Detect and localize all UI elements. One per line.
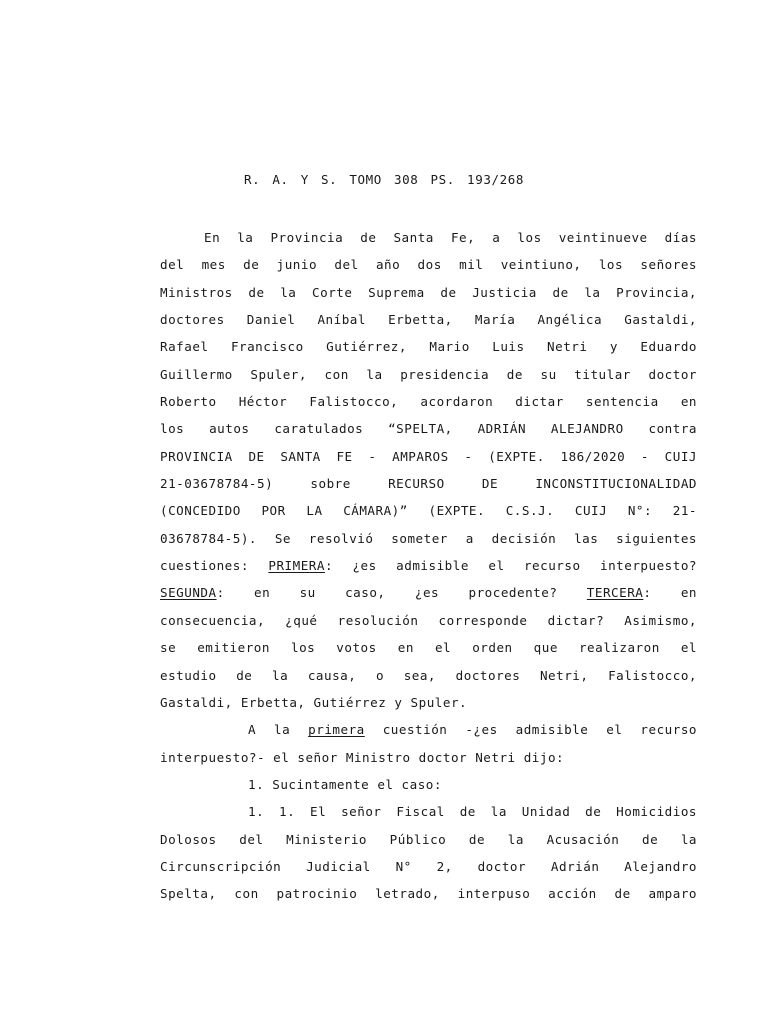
text-line [160, 552, 697, 579]
text-segment: Ministros de la Corte Suprema de Justicia de la Provincia, [160, 284, 697, 300]
underlined-term: TERCERA [586, 585, 644, 601]
text-segment: (CONCEDIDO POR LA CÁMARA)” (EXPTE. C.S.J. CUIJ N°: 21- [160, 503, 697, 519]
text-line [160, 415, 697, 442]
text-segment: : en su caso, ¿es procedente? [216, 585, 587, 601]
document-header: R. A. Y S. TOMO 308 PS. 193/268 [244, 172, 524, 187]
text-segment: Circunscripción Judicial N° 2, doctor Adrián Alejandro [160, 858, 697, 874]
text-line [160, 579, 697, 606]
text-line [160, 662, 697, 689]
text-segment: Rafael Francisco Gutiérrez, Mario Luis Netri y Eduardo [160, 339, 697, 355]
text-segment: PROVINCIA DE SANTA FE - AMPAROS - (EXPTE. 186/2020 - CUIJ [160, 448, 697, 464]
text-segment: Guillermo Spuler, con la presidencia de su titular doctor [160, 366, 697, 382]
text-segment: 21-03678784-5) sobre RECURSO DE INCONSTITUCIONALIDAD [160, 476, 697, 492]
text-segment: los autos caratulados “SPELTA, ADRIÁN ALEJANDRO contra [160, 421, 697, 437]
text-segment: 1. 1. El señor Fiscal de la Unidad de Homicidios [248, 804, 697, 820]
text-segment: se emitieron los votos en el orden que realizaron el [160, 640, 697, 656]
underlined-term: SEGUNDA [160, 585, 217, 601]
text-line [160, 525, 697, 552]
underlined-term: PRIMERA [268, 558, 325, 574]
text-segment: 03678784-5). Se resolvió someter a decisión las siguientes [160, 530, 697, 546]
text-line [160, 497, 697, 524]
text-segment: consecuencia, ¿qué resolución corresponde dictar? Asimismo, [160, 612, 697, 628]
text-segment: Dolosos del Ministerio Público de la Acusación de la [160, 831, 697, 847]
text-segment: Gastaldi, Erbetta, Gutiérrez y Spuler. [160, 694, 468, 710]
text-segment: : en [643, 585, 697, 601]
text-line [160, 880, 697, 907]
text-line [160, 306, 697, 333]
text-line [160, 689, 697, 716]
text-segment: doctores Daniel Aníbal Erbetta, María Angélica Gastaldi, [160, 312, 697, 328]
text-segment: cuestión -¿es admisible el recurso [364, 722, 697, 738]
text-segment: : ¿es admisible el recurso interpuesto? [324, 558, 697, 574]
text-segment: cuestiones: [160, 558, 269, 574]
text-line [160, 826, 697, 853]
text-line [160, 744, 697, 771]
text-line [160, 634, 697, 661]
text-line [160, 443, 697, 470]
text-line [160, 470, 697, 497]
text-line [160, 716, 697, 743]
text-line [160, 279, 697, 306]
text-line [160, 224, 697, 251]
text-segment: interpuesto?- el señor Ministro doctor Netri dijo: [160, 749, 565, 765]
text-line [160, 607, 697, 634]
text-segment: En la Provincia de Santa Fe, a los veintinueve días [204, 230, 697, 245]
text-line [160, 388, 697, 415]
text-line [160, 361, 697, 388]
text-segment: A la [248, 722, 309, 738]
text-line [160, 251, 697, 278]
text-line [160, 853, 697, 880]
text-segment: 1. Sucintamente el caso: [248, 776, 442, 792]
text-segment: Spelta, con patrocinio letrado, interpuso acción de amparo [160, 886, 697, 902]
text-segment: del mes de junio del año dos mil veintiuno, los señores [160, 257, 697, 273]
text-line [160, 333, 697, 360]
underlined-term: primera [308, 722, 365, 738]
document-body [160, 224, 697, 908]
text-segment: Roberto Héctor Falistocco, acordaron dictar sentencia en [160, 394, 697, 410]
text-line [160, 798, 697, 825]
text-line [160, 771, 697, 798]
text-segment: estudio de la causa, o sea, doctores Netri, Falistocco, [160, 667, 697, 683]
